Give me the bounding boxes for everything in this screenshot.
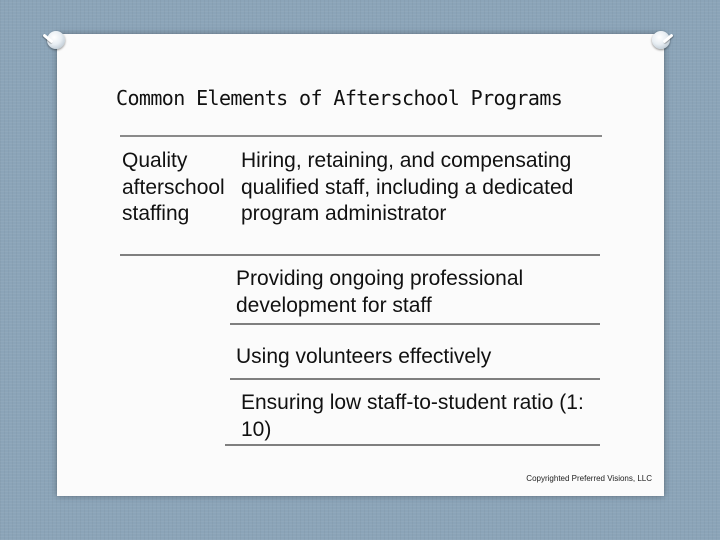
pushpin-icon	[652, 31, 670, 49]
row-divider	[225, 444, 600, 446]
pushpin-icon	[47, 31, 65, 49]
element-item: Ensuring low staff-to-student ratio (1: 10)	[241, 391, 584, 441]
row-divider	[120, 254, 600, 256]
row-divider	[230, 378, 600, 380]
slide-title: Common Elements of Afterschool Programs	[116, 86, 563, 110]
title-divider	[120, 135, 602, 137]
element-item: Providing ongoing professional development for staff	[236, 267, 524, 317]
row-divider	[230, 323, 600, 325]
category-label: Quality afterschool staffing	[122, 149, 225, 225]
element-item: Using volunteers effectively	[236, 345, 492, 368]
copyright-notice: Copyrighted Preferred Visions, LLC	[526, 474, 652, 483]
element-item: Hiring, retaining, and compensating qualified staff, including a dedicated program administrator	[241, 149, 574, 225]
